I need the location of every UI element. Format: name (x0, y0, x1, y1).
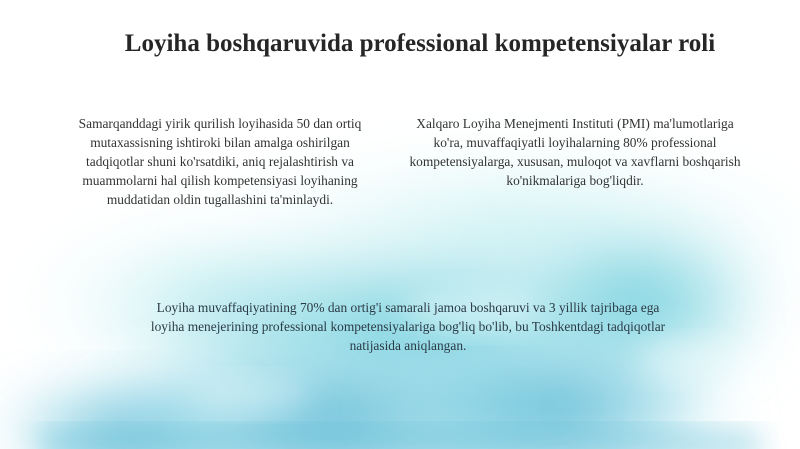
slide-title: Loyiha boshqaruvida professional kompetensiyalar roli (124, 30, 716, 57)
bottom-paragraph: Loyiha muvaffaqiyatining 70% dan ortig'i samarali jamoa boshqaruvi va 3 yillik tajribaga ega loyiha menejerining professional kompetensiyalariga bog'liq bo'lib, bu Toshkentdagi tadqiqotlar natijasida aniqlangan. (150, 300, 666, 353)
wash-bottom-edge (40, 430, 760, 449)
highlight-2 (190, 377, 310, 413)
left-paragraph: Samarqanddagi yirik qurilish loyihasida 50 dan ortiq mutaxassisning ishtiroki bilan amalga oshirilgan tadqiqotlar shuni ko'rsatdiki, aniq rejalashtirish va muammolarni hal qilish kompetensiyasi loyihaning muddatidan oldin tugallashini ta'minlaydi. (78, 116, 362, 207)
right-paragraph: Xalqaro Loyiha Menejmenti Instituti (PMI) ma'lumotlariga ko'ra, muvaffaqiyatli loyihalarning 80% professional kompetensiyalarga, xususan, muloqot va xavflarni boshqarish ko'nikmalariga bog'liqdir. (409, 116, 741, 188)
